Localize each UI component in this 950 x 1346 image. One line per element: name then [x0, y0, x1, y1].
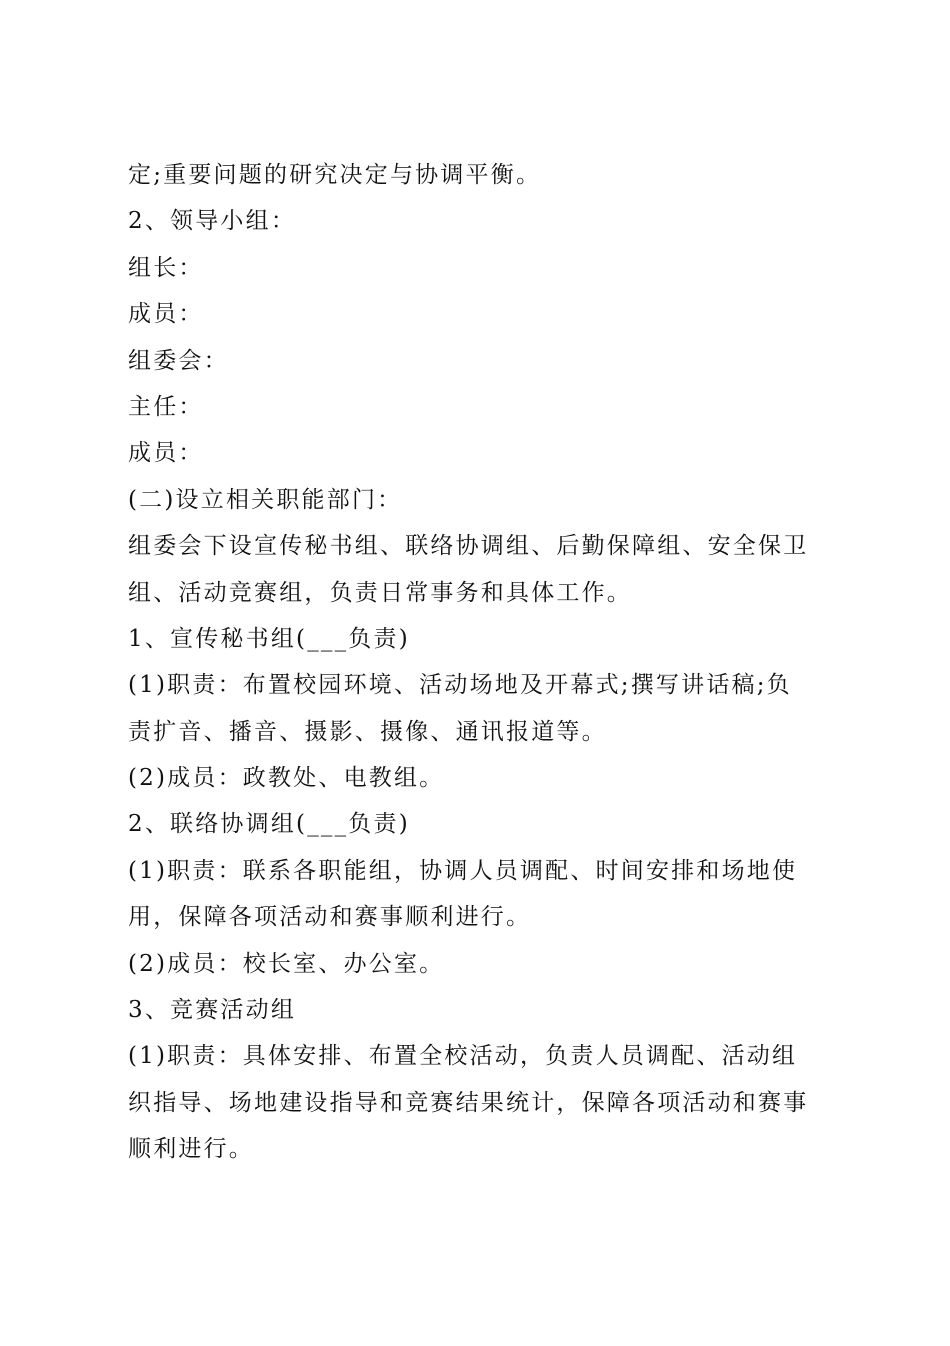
text-line: 主任：: [128, 393, 204, 420]
text-line: 顺利进行。: [128, 1136, 254, 1163]
document-body: [128, 152, 828, 1173]
section-heading: 2、领导小组：: [128, 208, 297, 235]
section-heading: (二)设立相关职能部门：: [128, 486, 403, 513]
section-heading: 3、竞赛活动组: [128, 997, 297, 1024]
text-line: 织指导、场地建设指导和竞赛结果统计，保障各项活动和赛事: [128, 1089, 809, 1116]
text-line: 用，保障各项活动和赛事顺利进行。: [128, 904, 532, 931]
text-line: (2)成员：校长室、办公室。: [128, 950, 445, 977]
text-line: (1)职责：联系各职能组，协调人员调配、时间安排和场地使: [128, 857, 798, 884]
text-line: (1)职责：具体安排、布置全校活动，负责人员调配、活动组: [128, 1043, 798, 1070]
section-heading: 1、宣传秘书组(___负责): [128, 625, 410, 652]
text-line: 组委会下设宣传秘书组、联络协调组、后勤保障组、安全保卫: [128, 533, 809, 560]
text-line: 成员：: [128, 301, 204, 328]
text-line: 定;重要问题的研究决定与协调平衡。: [128, 162, 542, 188]
text-line: (2)成员：政教处、电教组。: [128, 765, 445, 792]
text-line: 责扩音、播音、摄影、摄像、通讯报道等。: [128, 718, 607, 745]
section-heading: 2、联络协调组(___负责): [128, 811, 410, 838]
text-line: (1)职责：布置校园环境、活动场地及开幕式;撰写讲话稿;负: [128, 672, 792, 699]
text-line: 成员：: [128, 440, 204, 467]
text-line: 组长：: [128, 254, 204, 281]
text-line: 组、活动竞赛组，负责日常事务和具体工作。: [128, 579, 632, 606]
text-line: 组委会：: [128, 347, 229, 374]
